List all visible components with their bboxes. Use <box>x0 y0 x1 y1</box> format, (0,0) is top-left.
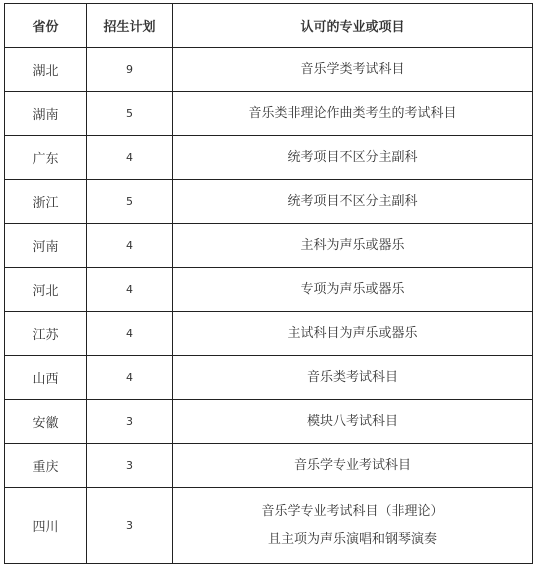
plan-cell: 4 <box>87 268 173 312</box>
table-row <box>5 356 533 400</box>
province-cell: 广东 <box>5 136 87 180</box>
plan-cell: 4 <box>87 224 173 268</box>
major-cell <box>173 268 533 312</box>
major-line: 音乐类考试科目 <box>306 369 398 385</box>
major-line: 音乐类非理论作曲类考生的考试科目 <box>248 105 457 121</box>
major-cell <box>173 312 533 356</box>
plan-cell: 5 <box>87 92 173 136</box>
enrollment-table <box>4 3 533 564</box>
table-row <box>5 400 533 444</box>
table-row <box>5 180 533 224</box>
province-cell: 山西 <box>5 356 87 400</box>
province-cell: 安徽 <box>5 400 87 444</box>
major-line: 且主项为声乐演唱和钢琴演奏 <box>267 531 437 547</box>
province-cell: 四川 <box>5 488 87 564</box>
major-line: 音乐学专业考试科目 <box>293 457 411 473</box>
table-body <box>5 48 533 564</box>
major-line: 主试科目为声乐或器乐 <box>287 325 418 341</box>
province-cell: 湖南 <box>5 92 87 136</box>
major-line: 专项为声乐或器乐 <box>300 281 405 297</box>
major-line: 主科为声乐或器乐 <box>300 237 405 253</box>
plan-cell: 4 <box>87 312 173 356</box>
header-major: 认可的专业或项目 <box>173 4 533 48</box>
table-row <box>5 136 533 180</box>
major-line: 模块八考试科目 <box>306 413 398 429</box>
plan-cell: 9 <box>87 48 173 92</box>
plan-cell: 3 <box>87 444 173 488</box>
plan-cell: 3 <box>87 400 173 444</box>
province-cell: 江苏 <box>5 312 87 356</box>
table-row <box>5 268 533 312</box>
plan-cell: 4 <box>87 356 173 400</box>
table-row <box>5 224 533 268</box>
header-row <box>5 4 533 48</box>
table-row <box>5 444 533 488</box>
major-line: 统考项目不区分主副科 <box>287 193 418 209</box>
header-plan: 招生计划 <box>87 4 173 48</box>
table-row <box>5 312 533 356</box>
major-line: 音乐学类考试科目 <box>300 61 405 77</box>
province-cell: 重庆 <box>5 444 87 488</box>
table-row <box>5 92 533 136</box>
plan-cell: 4 <box>87 136 173 180</box>
province-cell: 湖北 <box>5 48 87 92</box>
major-cell <box>173 224 533 268</box>
major-cell <box>173 136 533 180</box>
province-cell: 河南 <box>5 224 87 268</box>
major-line: 统考项目不区分主副科 <box>287 149 418 165</box>
plan-cell: 3 <box>87 488 173 564</box>
table-row <box>5 488 533 564</box>
table-row <box>5 48 533 92</box>
major-cell <box>173 92 533 136</box>
major-cell <box>173 180 533 224</box>
header-province: 省份 <box>5 4 87 48</box>
province-cell: 浙江 <box>5 180 87 224</box>
major-cell <box>173 488 533 564</box>
province-cell: 河北 <box>5 268 87 312</box>
major-cell <box>173 48 533 92</box>
major-cell <box>173 356 533 400</box>
major-line: 音乐学专业考试科目（非理论） <box>261 503 444 519</box>
plan-cell: 5 <box>87 180 173 224</box>
major-cell <box>173 400 533 444</box>
major-cell <box>173 444 533 488</box>
